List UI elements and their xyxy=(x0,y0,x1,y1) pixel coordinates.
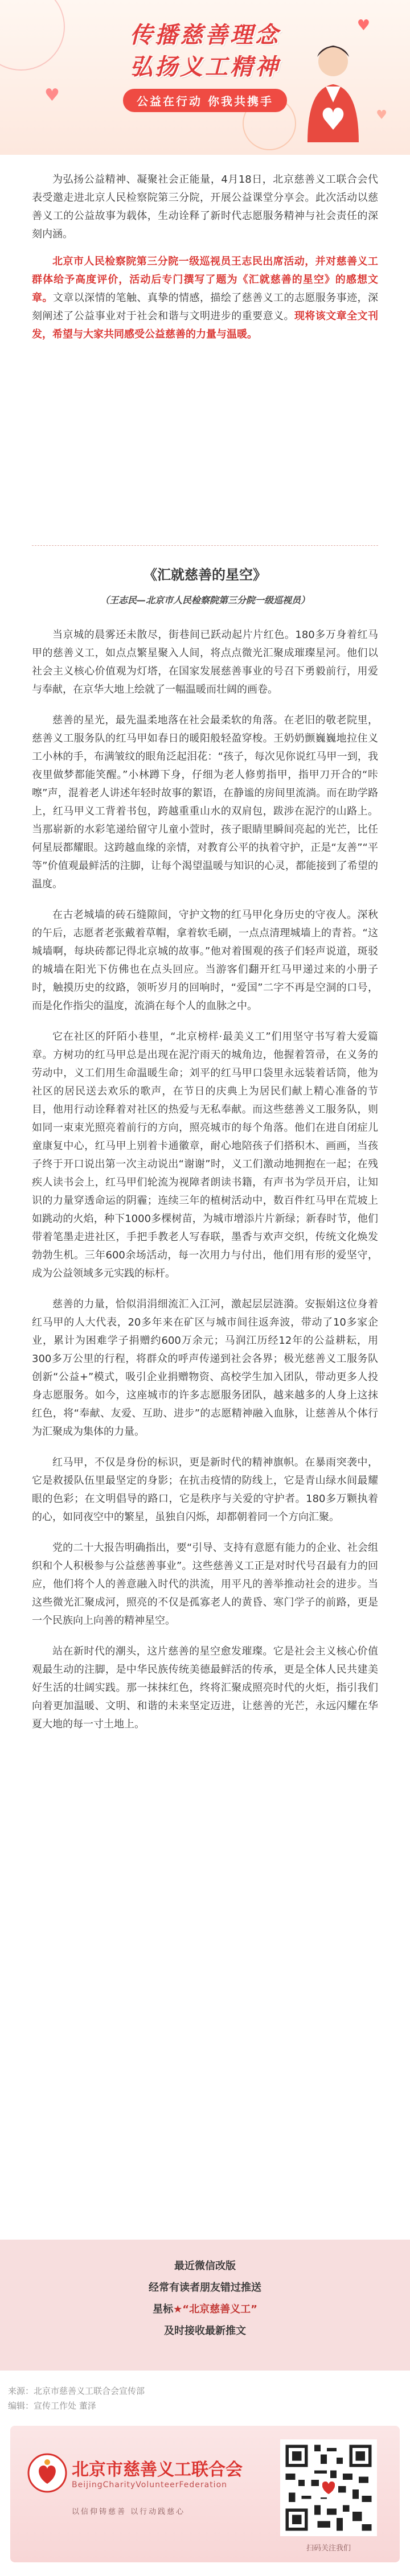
org-slogan: 以信仰铸慈善 以行动践慈心 xyxy=(72,2508,186,2516)
org-english-name: BeijingCharityVolunteerFederation xyxy=(72,2480,228,2489)
article-paragraph: 在古老城墙的砖石缝隙间，守护文物的红马甲化身历史的守夜人。深秋的午后，志愿者老张戴着草帽，拿着软毛刷，一点点清理城墙上的青苔。“这城墙啊，每块砖都记得北京城的故事。”他对着围观的孩子们轻声说道，斑驳的城墙在阳光下仿佛也在点头回应。当游客们翻开红马甲递过来的小册子时，触摸历史的纹路，领听岁月的回响时，“爱国”二字不再是空洞的口号，而是化作指尖的温度，流淌在每个人的血脉之中。 xyxy=(32,909,378,1012)
heart-icon: ♥ xyxy=(356,17,370,34)
header-banner xyxy=(0,0,410,155)
article-title: 《汇就慈善的星空》 xyxy=(144,567,266,583)
editor-line: 编辑：宣传工作处 董泽 xyxy=(8,2401,96,2411)
follow-line: 经常有读者朋友错过推送 xyxy=(149,2282,261,2294)
intro-highlight: 北京市人民检察院第三分院一级巡视员王志民出席活动，并对慈善义工群体给予高度评价，活动后专门撰写了题为《汇就慈善的星空》的感想文章。 xyxy=(32,256,378,304)
volunteer-illustration xyxy=(290,34,376,142)
follow-text xyxy=(68,2256,342,2342)
banner-subtitle: 公益在行动 你我共携手 xyxy=(123,89,287,112)
article-paragraph: 慈善的星光，最先温柔地落在社会最柔软的角落。在老旧的敬老院里，慈善义工服务队的红马甲如春日的暖阳般轻盈穿梭。王奶奶颤巍巍地拉住义工小林的手，布满皱纹的眼角泛起泪花：“孩子，每次见你说红马甲一到，我夜里做梦都能笑醒。”小林蹲下身，仔细为老人修剪指甲，指甲刀开合的“咔嚓”声，混着老人讲述年轻时故事的絮语，在静谧的房间里流淌。而在助学路上，红马甲义工背着书包，跨越重重山水的双肩包，跋涉在泥泞的山路上。当那崭新的水彩笔递给留守儿童小萱时，孩子眼睛里瞬间亮起的光芒，比任何星辰都耀眼。这跨越血缘的亲情，对教育公平的执着守护，正是“友善”“平等”价值观最鲜活的注脚，让每个渴望温暖与知识的心灵，都能接到了希望的温度。 xyxy=(32,714,378,890)
article-paragraph: 当京城的晨雾还未散尽，街巷间已跃动起片片红色。180多万身着红马甲的慈善义工，如点点繁星聚入人间，将点点微光汇聚成璀璨星河。他们以社会主义核心价值观为灯塔，在国家发展慈善事业的号召下勇毅前行，用爱与奉献，在京华大地上绘就了一幅温暖而壮阔的画卷。 xyxy=(32,629,378,696)
org-card xyxy=(10,2426,400,2562)
intro-section xyxy=(32,171,378,353)
heart-icon: ♥ xyxy=(44,85,60,105)
source-info xyxy=(8,2384,145,2413)
intro-paragraph: 为弘扬公益精神、凝聚社会正能量，4月18日，北京慈善义工联合会代表受邀走进北京人民检察院第三分院，开展公益课堂分享会。此次活动以慈善义工的公益故事为载体，生动诠释了新时代志愿服务精神与社会责任的深刻内涵。 xyxy=(32,174,378,240)
follow-reminder xyxy=(0,2240,410,2371)
follow-line xyxy=(68,2299,342,2320)
org-name: 北京市慈善义工联合会 xyxy=(72,2460,243,2480)
source-line: 来源：北京市慈善义工联合会宣传部 xyxy=(8,2386,145,2396)
star-icon: ★ xyxy=(173,2303,183,2315)
intro-highlight: 现将该文章全文刊发，希望与大家共同感受公益慈善的力量与温暖。 xyxy=(32,310,378,340)
qr-caption: 扫码关注我们 xyxy=(306,2544,351,2553)
qr-code-icon[interactable] xyxy=(280,2439,377,2536)
article-paragraph: 它在社区的阡陌小巷里，“北京榜样·最美义工”们用坚守书写着大爱篇章。方树功的红马甲总是出现在泥泞雨天的城角边，他握着笤帚，在义务的劳动中，义工们用生命温暖生命；刘平的红马甲口袋里永远装着话筒，他为社区的居民送去欢乐的歌声，在节日的庆典上为居民们献上精心准备的节目，他用行动诠释着对社区的热爱与无私奉献。而这些慈善义工服务队，则如同一束束光照亮着前行的方向，照亮城市的每个角落。他们在进自闭症儿童康复中心，红马甲上别着卡通徽章，耐心地陪孩子们搭积木、画画，当孩子终于开口说出第一次主动说出“谢谢”时，义工们激动地拥抱在一起；在残疾人读书会上，红马甲们轮流为视障者朗读书籍，有声书为学员开启，让知识的力量穿透命运的阴霾；连续三年的植树活动中，数百件红马甲在荒坡上如跳动的火焰，种下1000多棵树苗，为城市增添片片新绿；新春时节，他们带着笔墨走进社区，手把手教老人写春联，墨香与欢声交织，传统文化焕发勃勃生机。三年600余场活动，每一次用力与付出，他们用有形的爱坚守，成为公益领域多元实践的标杆。 xyxy=(32,1031,378,1279)
follow-line: 及时接收最新推文 xyxy=(164,2325,246,2337)
article-paragraph: 红马甲，不仅是身份的标识，更是新时代的精神旗帜。在暴雨突袭中，它是救援队伍里最坚定的身影；在抗击疫情的防线上，它是青山绿水间最耀眼的色彩；在文明倡导的路口，它是秩序与关爱的守护者。180多万颗执着的心，如同夜空中的繁星，虽独自闪烁，却都朝着同一个方向汇聚。 xyxy=(32,1456,378,1523)
banner-title-line1: 传播慈善理念 xyxy=(130,22,280,48)
heart-icon: ♥ xyxy=(376,108,387,122)
follow-line: 最近微信改版 xyxy=(174,2260,236,2272)
follow-star-label: 星标 xyxy=(153,2303,174,2315)
article-author: （王志民—北京市人民检察院第三分院一级巡视员） xyxy=(100,595,310,606)
banner-title-line2: 弘扬义工精神 xyxy=(130,54,280,80)
intro-highlight-paragraph xyxy=(32,253,378,344)
article-paragraph: 慈善的力量，恰似涓涓细流汇入江河，激起层层涟漪。安振娟这位身着红马甲的人大代表，20多年来在矿区与城市间往返奔波，带动了10多家企业，累计为困难学子捐赠约600万余元；马润江历经12年的公益耕耘，用300多万公里的行程，将群众的呼声传递到社会各界；极光慈善义工服务队创新“公益+”模式，吸引企业捐赠物资、高校学生加入团队，带动更多人投身志愿服务。如今，这座城市的许多志愿服务团队，越来越多的人身上这抹红色，将“奉献、友爱、互助、进步”的志愿精神融入血脉，让慈善从个体行为汇聚成为集体的力量。 xyxy=(32,1298,378,1438)
follow-account-name: “北京慈善义工” xyxy=(182,2303,257,2315)
divider xyxy=(32,545,378,546)
article-paragraph: 党的二十大报告明确指出，要“引导、支持有意愿有能力的企业、社会组织和个人积极参与公益慈善事业”。这些慈善义工正是对时代号召最有力的回应，他们将个人的善意融入时代的洪流，用平凡的善举推动社会的进步。当这些微光汇聚成河，照亮的不仅是孤寡老人的黄昏、寒门学子的前路，更是一个民族向上向善的精神星空。 xyxy=(32,1542,378,1627)
article-body xyxy=(32,626,378,1746)
org-logo-icon xyxy=(27,2453,67,2493)
article-paragraph: 站在新时代的潮头，这片慈善的星空愈发璀璨。它是社会主义核心价值观最生动的注脚，是中华民族传统美德最鲜活的传承，更是全体人民共建美好生活的壮阔实践。那一抹抹红色，终将汇聚成照亮时代的火炬，指引我们向着更加温暖、文明、和谐的未来坚定迈进，让慈善的光芒，永远闪耀在华夏大地的每一寸土地上。 xyxy=(32,1645,378,1730)
intro-text: 文章以深情的笔触、真挚的情感，描绘了慈善义工的志愿服务事迹，深刻阐述了公益事业对于社会和谐与文明进步的重要意义。 xyxy=(32,292,378,322)
